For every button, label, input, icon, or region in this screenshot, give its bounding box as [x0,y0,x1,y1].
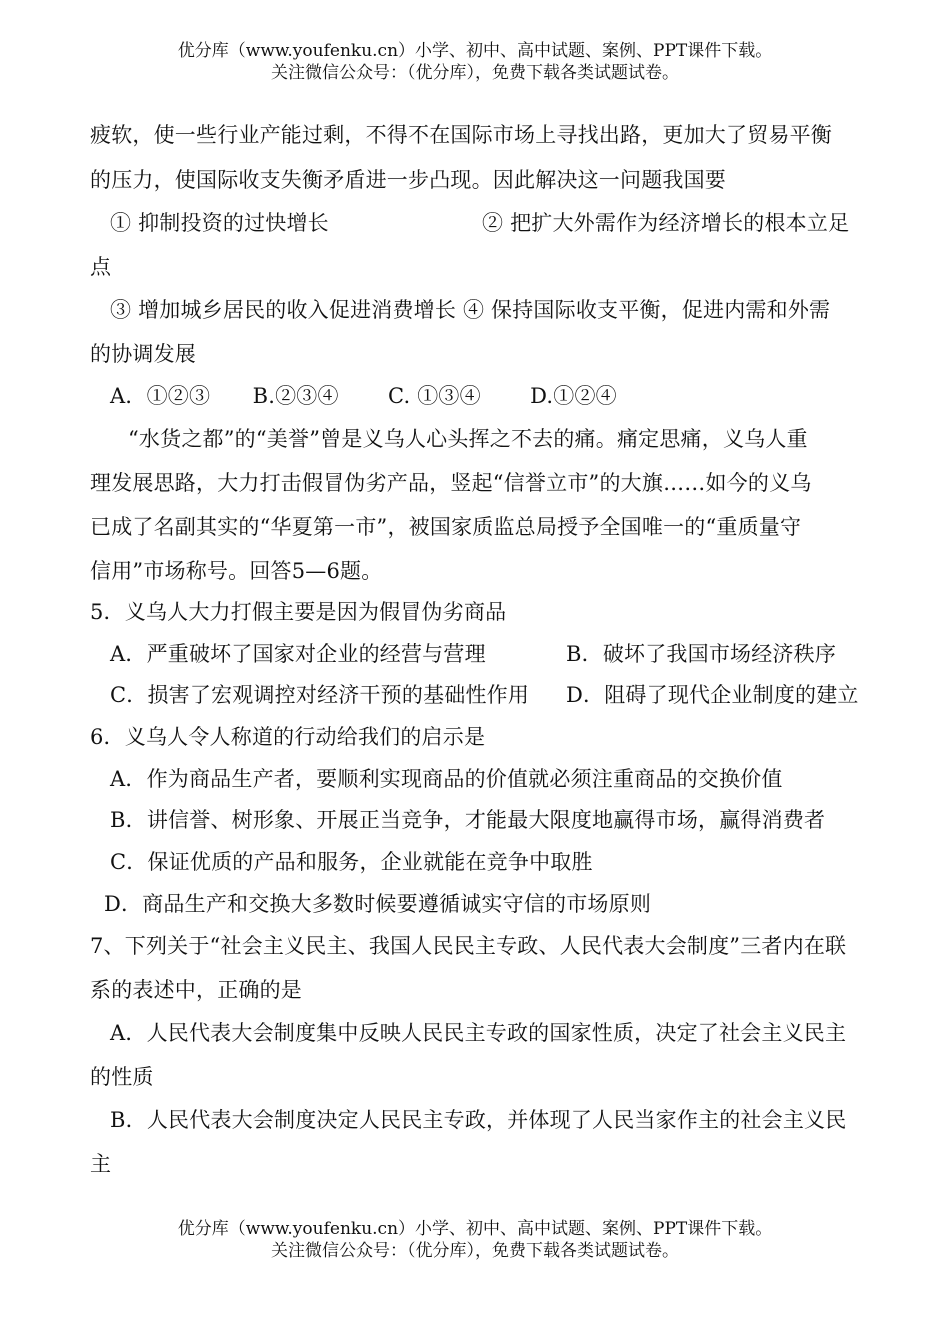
q4-choices: A．①②③ B.②③④ C. ①③④ D.①②④ [110,384,617,408]
header-line-2: 关注微信公众号：（优分库），免费下载各类试题试卷。 [271,63,679,83]
q5-option-c: C．损害了宏观调控对经济干预的基础性作用 [110,683,530,707]
q6-option-c: C．保证优质的产品和服务，企业就能在竞争中取胜 [110,850,593,874]
passage-line-3: 已成了名副其实的“华夏第一市”，被国家质监总局授予全国唯一的“重质量守 [90,515,802,539]
q7-stem-line-2: 系的表述中，正确的是 [90,978,302,1002]
page-header [0,40,950,84]
q7-stem-line-1: 7、下列关于“社会主义民主、我国人民民主专政、人民代表大会制度”三者内在联 [90,934,847,958]
q7-option-a-line-1: A．人民代表大会制度集中反映人民民主专政的国家性质，决定了社会主义民主 [110,1021,847,1045]
q5-option-d: D．阻碍了现代企业制度的建立 [566,683,859,707]
q4-option-3-4: ③ 增加城乡居民的收入促进消费增长 ④ 保持国际收支平衡，促进内需和外需 [110,298,831,322]
q4-option-2-continued: 点 [90,255,112,279]
q4-option-4-continued: 的协调发展 [90,342,196,366]
q4-option-1: ① 抑制投资的过快增长 [110,211,329,235]
q6-option-d: D．商品生产和交换大多数时候要遵循诚实守信的市场原则 [104,892,652,916]
passage-line-1: “水货之都”的“美誉”曾是义乌人心头挥之不去的痛。痛定思痛，义乌人重 [128,427,808,451]
q7-option-b-line-2: 主 [90,1152,112,1176]
footer-line-1: 优分库（www.youfenku.cn）小学、初中、高中试题、案例、PPT课件下载。 [177,1219,773,1239]
q7-option-b-line-1: B．人民代表大会制度决定人民民主专政，并体现了人民当家作主的社会主义民 [110,1108,847,1132]
q6-option-a: A．作为商品生产者，要顺利实现商品的价值就必须注重商品的交换价值 [110,767,783,791]
q5-option-b: B．破坏了我国市场经济秩序 [566,642,837,666]
q6-stem: 6．义乌人令人称道的行动给我们的启示是 [90,725,486,749]
q4-option-2: ② 把扩大外需作为经济增长的根本立足 [482,211,850,235]
header-line-1: 优分库（www.youfenku.cn）小学、初中、高中试题、案例、PPT课件下载。 [177,41,773,61]
q4-stem-line-1: 疲软，使一些行业产能过剩，不得不在国际市场上寻找出路，更加大了贸易平衡 [90,123,832,147]
page-footer [0,1218,950,1262]
q6-option-b: B．讲信誉、树形象、开展正当竞争，才能最大限度地赢得市场，赢得消费者 [110,808,826,832]
q7-option-a-line-2: 的性质 [90,1065,154,1089]
passage-line-4: 信用”市场称号。回答5—6题。 [90,559,383,583]
passage-line-2: 理发展思路，大力打击假冒伪劣产品，竖起“信誉立市”的大旗……如今的义乌 [90,471,812,495]
footer-line-2: 关注微信公众号：（优分库），免费下载各类试题试卷。 [271,1241,679,1261]
q4-stem-line-2: 的压力，使国际收支失衡矛盾进一步凸现。因此解决这一问题我国要 [90,168,726,192]
q5-stem: 5．义乌人大力打假主要是因为假冒伪劣商品 [90,600,507,624]
q5-option-a: A．严重破坏了国家对企业的经营与营理 [110,642,486,666]
